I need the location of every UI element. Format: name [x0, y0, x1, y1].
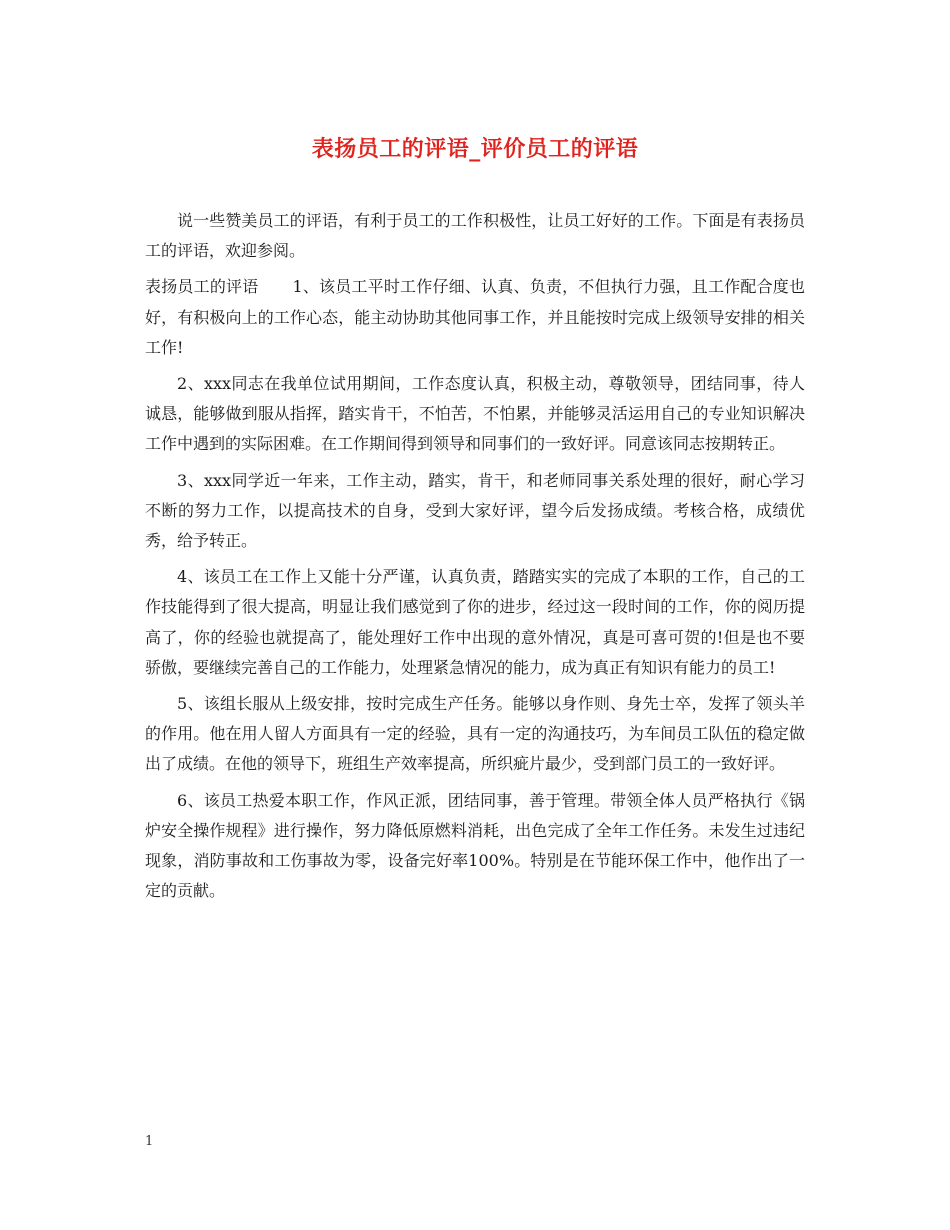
- paragraph-1: [145, 272, 805, 363]
- paragraph-6: 6、该员工热爱本职工作，作风正派，团结同事，善于管理。带领全体人员严格执行《锅炉安全操作规程》进行操作，努力降低原燃料消耗，出色完成了全年工作任务。未发生过违纪现象，消防事故和工伤事故为零，设备完好率100%。特别是在节能环保工作中，他作出了一定的贡献。: [145, 790, 805, 901]
- paragraph-4: 4、该员工在工作上又能十分严谨，认真负责，踏踏实实的完成了本职的工作，自己的工作技能得到了很大提高，明显让我们感觉到了你的进步，经过这一段时间的工作，你的阅历提高了，你的经验也就提高了，能处理好工作中出现的意外情况，真是可喜可贺的!但是也不要骄傲，要继续完善自己的工作能力，处理紧急情况的能力，成为真正有知识有能力的员工!: [145, 567, 805, 677]
- paragraph-2: 2、xxx同志在我单位试用期间，工作态度认真，积极主动，尊敬领导，团结同事，待人诚恳，能够做到服从指挥，踏实肯干，不怕苦，不怕累，并能够灵活运用自己的专业知识解决工作中遇到的实际困难。在工作期间得到领导和同事们的一致好评。同意该同志按期转正。: [145, 374, 805, 454]
- paragraph-3: 3、xxx同学近一年来，工作主动，踏实，肯干，和老师同事关系处理的很好，耐心学习不断的努力工作，以提高技术的自身，受到大家好评，望今后发扬成绩。考核合格，成绩优秀，给予转正。: [145, 470, 805, 551]
- section-heading: 表扬员工的评语: [145, 277, 259, 297]
- intro-paragraph: 说一些赞美员工的评语，有利于员工的工作积极性，让员工好好的工作。下面是有表扬员工的评语，欢迎参阅。: [145, 211, 805, 261]
- document-body: [145, 206, 805, 912]
- paragraph-1-text: 1、该员工平时工作仔细、认真、负责，不但执行力强，且工作配合度也好，有积极向上的工作心态，能主动协助其他同事工作，并且能按时完成上级领导安排的相关工作!: [145, 277, 805, 357]
- paragraph-5: 5、该组长服从上级安排，按时完成生产任务。能够以身作则、身先士卒，发挥了领头羊的作用。他在用人留人方面具有一定的经验，具有一定的沟通技巧，为车间员工队伍的稳定做出了成绩。在他的领导下，班组生产效率提高，所织疵片最少，受到部门员工的一致好评。: [145, 694, 805, 774]
- page-title: 表扬员工的评语_评价员工的评语: [311, 136, 639, 162]
- page-number: 1: [145, 1134, 154, 1149]
